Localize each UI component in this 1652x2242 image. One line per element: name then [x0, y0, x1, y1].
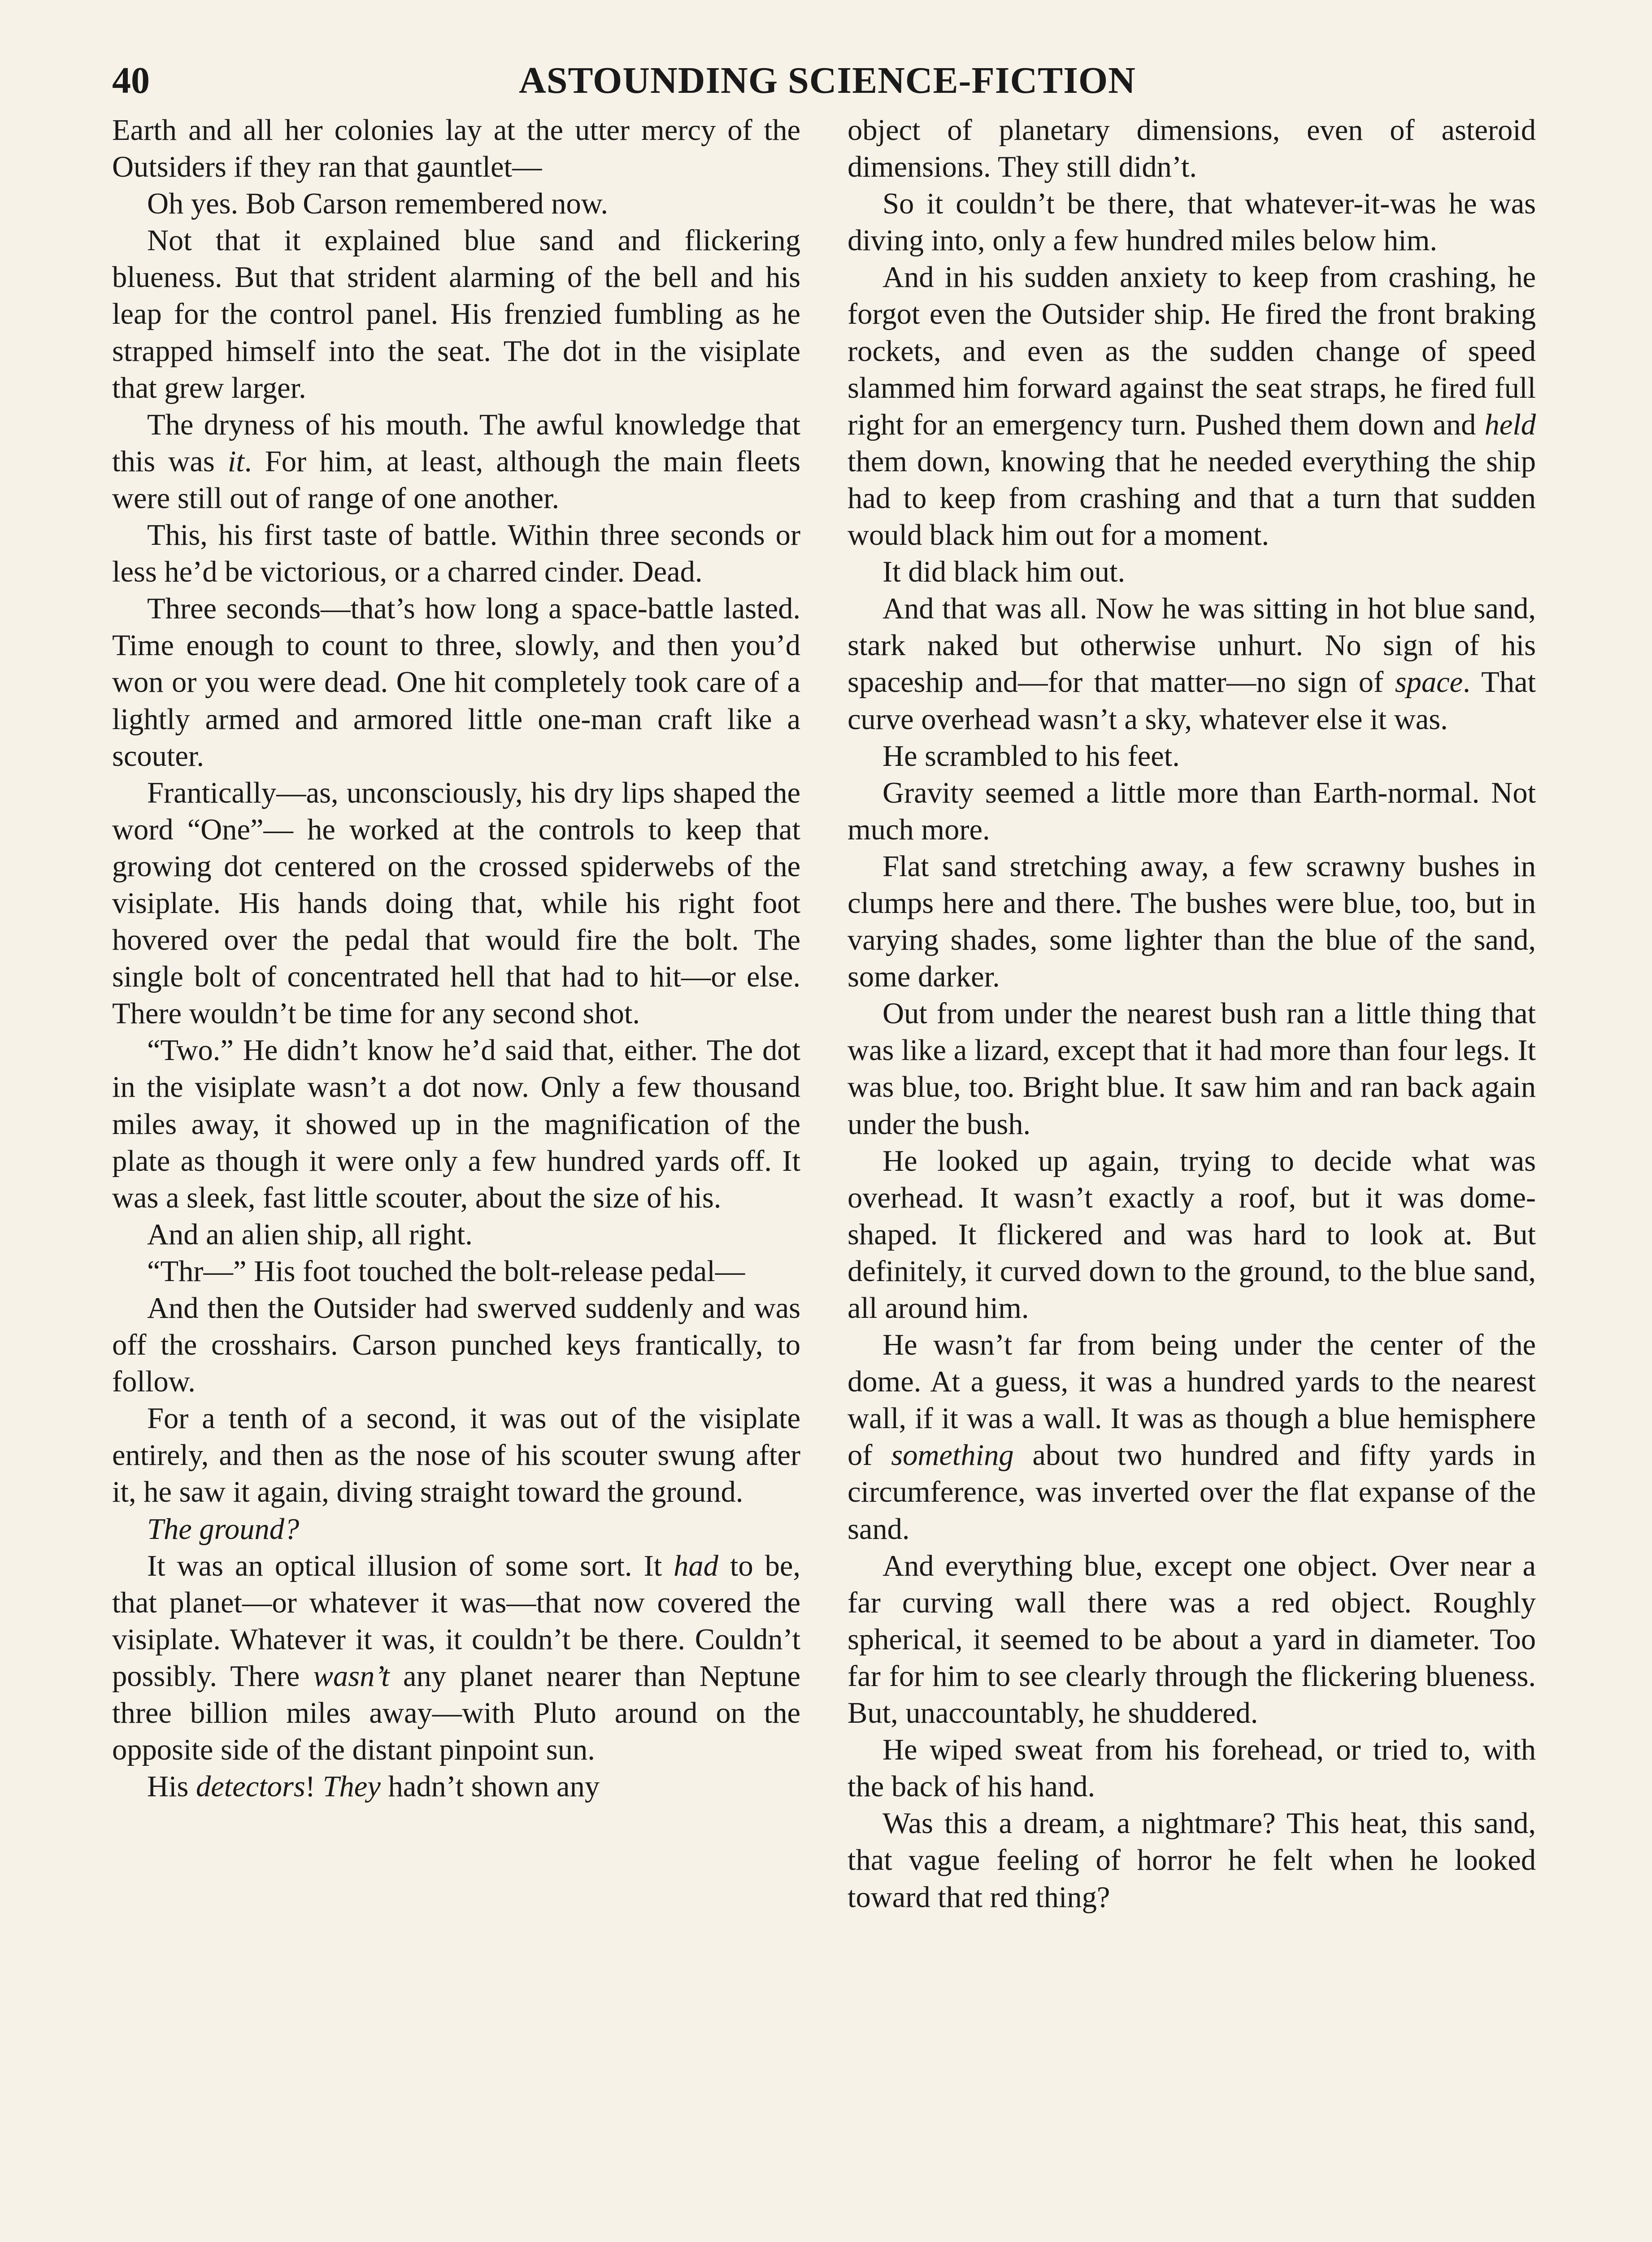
paragraph: [112, 1253, 800, 1290]
paragraph: [848, 1327, 1536, 1548]
paragraph: [848, 775, 1536, 848]
body-text: Flat sand stretching away, a few scrawny bushes in clumps here and there. The bushes were blue, too, but in varying shades, some lighter than the blue of the sand, some darker.: [848, 850, 1536, 994]
body-text: about two hundred and fifty yards in circumference, was inverted over the flat expanse of the sand.: [848, 1439, 1536, 1546]
paragraph: [848, 848, 1536, 995]
paragraph: [848, 995, 1536, 1143]
body-text: . That curve overhead wasn’t a sky, whatever else it was.: [848, 666, 1536, 736]
continued-paragraph: [848, 112, 1536, 186]
paragraph: [112, 407, 800, 517]
body-text: This, his first taste of battle. Within three seconds or less he’d be victorious, or a charred cinder. Dead.: [112, 519, 800, 589]
body-text: !: [305, 1770, 323, 1803]
paragraph: [848, 259, 1536, 554]
paragraph: [112, 517, 800, 591]
paragraph: [112, 1511, 800, 1548]
body-text: them down, knowing that he needed everything the ship had to keep from crashing and that a turn that sudden would black him out for a moment.: [848, 445, 1536, 552]
body-text: And then the Outsider had swerved suddenly and was off the crosshairs. Carson punched keys frantically, to follow.: [112, 1292, 800, 1399]
paragraph: [112, 186, 800, 222]
body-text: It did black him out.: [883, 556, 1126, 589]
body-text: object of planetary dimensions, even of asteroid dimensions. They still didn’t.: [848, 114, 1536, 184]
body-text: And in his sudden anxiety to keep from crashing, he forgot even the Outsider ship. He fired the front braking rockets, and even as the sudden change of speed slammed him forward against the seat straps, he fired full right for an emergency turn. Pushed them down and: [848, 261, 1536, 441]
paragraph: [112, 1032, 800, 1216]
body-text: For a tenth of a second, it was out of the visiplate entirely, and then as the nose of his scouter swung after it, he saw it again, diving straight toward the ground.: [112, 1402, 800, 1509]
italic-text: wasn’t: [313, 1660, 390, 1693]
body-text: Oh yes. Bob Carson remembered now.: [147, 187, 609, 221]
body-text: The dryness of his mouth. The awful knowledge that this was: [112, 408, 800, 478]
text-column-right: [848, 112, 1536, 1916]
body-text: He wasn’t far from being under the center of the dome. At a guess, it was a hundred yards to the nearest wall, if it was a wall. It was as though a blue hemisphere of: [848, 1329, 1536, 1472]
body-text: So it couldn’t be there, that whatever-it-was he was diving into, only a few hundred miles below him.: [848, 187, 1536, 257]
body-text: And an alien ship, all right.: [147, 1218, 473, 1251]
body-text: Out from under the nearest bush ran a little thing that was like a lizard, except that it had more than four legs. It was blue, too. Bright blue. It saw him and ran back again under the bush.: [848, 997, 1536, 1141]
paragraph: [848, 591, 1536, 738]
paragraph: [112, 591, 800, 774]
body-text: And that was all. Now he was sitting in hot blue sand, stark naked but otherwise unhurt. No sign of his spaceship and—for that matter—no sign of: [848, 592, 1536, 699]
body-text: Earth and all her colonies lay at the utter mercy of the Outsiders if they ran that gauntlet—: [112, 114, 800, 184]
paragraph: [848, 554, 1536, 591]
body-text: He looked up again, trying to decide what was overhead. It wasn’t exactly a roof, but it was dome-shaped. It flickered and was hard to look at. But definitely, it curved down to the ground, to the blue sand, all around him.: [848, 1144, 1536, 1325]
body-text: “Thr—” His foot touched the bolt-release pedal—: [147, 1255, 745, 1288]
paragraph: [112, 1768, 800, 1805]
paragraph: [848, 738, 1536, 775]
running-head: ASTOUNDING SCIENCE-FICTION: [519, 60, 1136, 101]
body-text: to be, that planet—or whatever it was—that now covered the visiplate. Whatever it was, it couldn’t be there. Couldn’t possibly. There: [112, 1549, 801, 1693]
body-text: Was this a dream, a nightmare? This heat, this sand, that vague feeling of horror he felt when he looked toward that red thing?: [848, 1807, 1536, 1914]
paragraph: [112, 775, 800, 1033]
body-text: . For him, at least, although the main fleets were still out of range of one another.: [112, 445, 801, 515]
paragraph: [848, 1805, 1536, 1916]
italic-text: held: [1484, 408, 1536, 441]
paragraph: [112, 222, 800, 406]
paragraph: [848, 186, 1536, 259]
italic-text: something: [891, 1439, 1014, 1472]
body-text: He wiped sweat from his forehead, or tried to, with the back of his hand.: [848, 1734, 1536, 1803]
text-column-left: [112, 112, 800, 1805]
body-text: And everything blue, except one object. Over near a far curving wall there was a red object. Roughly spherical, it seemed to be about a yard in diameter. Too far for him to see clearly through the flickering blueness. But, unaccountably, he shuddered.: [848, 1549, 1536, 1730]
body-text: “Two.” He didn’t know he’d said that, either. The dot in the visiplate wasn’t a dot now. Only a few thousand miles away, it showed up in the magnification of the plate as though it were only a few hundred yards off. It was a sleek, fast little scouter, about the size of his.: [112, 1034, 800, 1214]
body-text: Gravity seemed a little more than Earth-normal. Not much more.: [848, 776, 1536, 846]
body-text: He scrambled to his feet.: [883, 739, 1180, 773]
body-text: Frantically—as, unconsciously, his dry lips shaped the word “One”— he worked at the controls to keep that growing dot centered on the crossed spiderwebs of the visiplate. His hands doing that, while his right foot hovered over the pedal that would fire the bolt. The single bolt of concentrated hell that had to hit—or else. There wouldn’t be time for any second shot.: [112, 776, 800, 1030]
paragraph: [848, 1548, 1536, 1732]
body-text: Three seconds—that’s how long a space-battle lasted. Time enough to count to three, slowly, and then you’d won or you were dead. One hit completely took care of a lightly armed and armored little one-man craft like a scouter.: [112, 592, 800, 773]
italic-text: detectors: [196, 1770, 305, 1803]
paragraph: [848, 1732, 1536, 1805]
page-header: [112, 54, 1543, 108]
paragraph: [112, 1217, 800, 1253]
continued-paragraph: [112, 112, 800, 186]
page-number: 40: [112, 60, 150, 101]
body-text: any planet nearer than Neptune three billion miles away—with Pluto around on the opposite side of the distant pinpoint sun.: [112, 1660, 800, 1767]
italic-text: space: [1395, 666, 1463, 699]
body-text: It was an optical illusion of some sort. It: [147, 1549, 674, 1582]
body-text: hadn’t shown any: [380, 1770, 600, 1803]
paragraph: [112, 1400, 800, 1511]
body-text: Not that it explained blue sand and flickering blueness. But that strident alarming of the bell and his leap for the control panel. His frenzied fumbling as he strapped himself into the seat. The dot in the visiplate that grew larger.: [112, 224, 800, 404]
paragraph: [112, 1548, 800, 1769]
italic-text: The ground?: [147, 1512, 300, 1546]
paragraph: [112, 1290, 800, 1400]
paragraph: [848, 1143, 1536, 1327]
italic-text: had: [674, 1549, 718, 1582]
body-text: His: [147, 1770, 196, 1803]
italic-text: it: [227, 445, 244, 478]
italic-text: They: [322, 1770, 381, 1803]
